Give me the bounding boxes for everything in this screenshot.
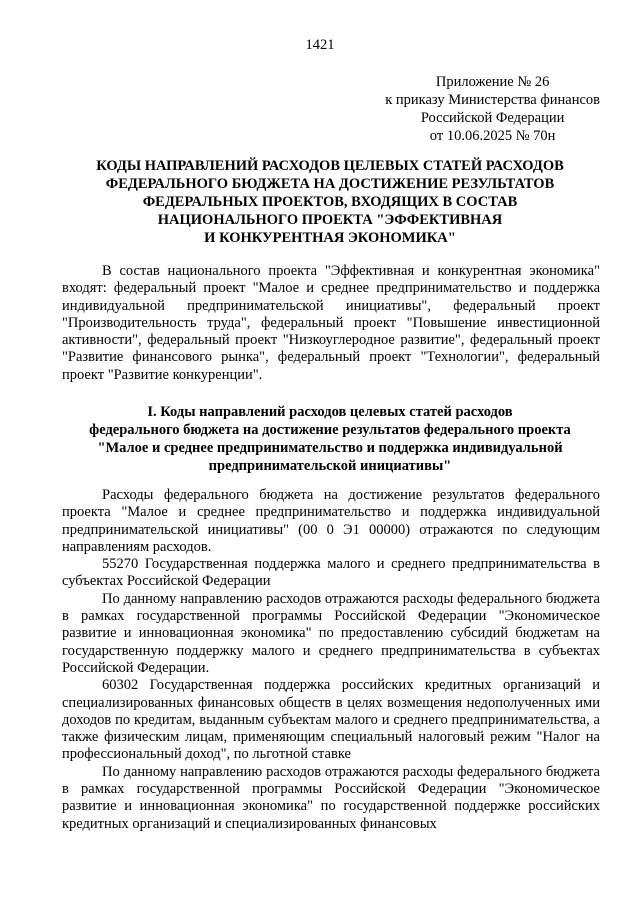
section-title-line: предпринимательской инициативы" [208, 458, 452, 474]
expense-code-paragraph: 60302 Государственная поддержка российских кредитных организаций и специализированных финансовых обществ в целях возмещения недополученных ими доходов по кредитам, выданным субъектам малого и среднего предпринимательства, а также физическим лицам, применяющим специальный налоговый режим "Налог на профессиональный доход", по льготной ставке [62, 677, 600, 763]
document-title [60, 157, 600, 247]
title-line: ФЕДЕРАЛЬНОГО БЮДЖЕТА НА ДОСТИЖЕНИЕ РЕЗУЛЬТАТОВ [105, 176, 555, 192]
section-title [60, 403, 600, 475]
intro-block [62, 263, 600, 384]
title-line: ФЕДЕРАЛЬНЫХ ПРОЕКТОВ, ВХОДЯЩИХ В СОСТАВ [142, 194, 518, 210]
title-line: НАЦИОНАЛЬНОГО ПРОЕКТА "ЭФФЕКТИВНАЯ [157, 212, 503, 228]
title-line: И КОНКУРЕНТНАЯ ЭКОНОМИКА" [204, 230, 456, 246]
title-line: КОДЫ НАПРАВЛЕНИЙ РАСХОДОВ ЦЕЛЕВЫХ СТАТЕЙ РАСХОДОВ [96, 158, 564, 174]
intro-paragraph: В состав национального проекта "Эффективная и конкурентная экономика" входят: федеральный проект "Малое и среднее предпринимательство и поддержка индивидуальной предпринимательской инициативы", федеральный проект "Производительность труда", федеральный проект "Повышение инвестиционной активности", федеральный проект "Низкоуглеродное развитие", федеральный проект "Развитие финансового рынка", федеральный проект "Технологии", федеральный проект "Развитие конкуренции". [62, 263, 600, 383]
section-body [62, 487, 600, 833]
expense-code-paragraph: 55270 Государственная поддержка малого и среднего предпринимательства в субъектах Российской Федерации [62, 556, 600, 590]
section-title-line: I. Коды направлений расходов целевых статей расходов [147, 404, 513, 420]
appendix-line: от 10.06.2025 № 70н [429, 128, 556, 144]
body-paragraph: По данному направлению расходов отражаются расходы федерального бюджета в рамках государственной программы Российской Федерации "Экономическое развитие и инновационная экономика" по государственной поддержке российских кредитных организаций и специализированных финансовых [62, 763, 600, 832]
section-title-line: "Малое и среднее предпринимательство и поддержка индивидуальной [97, 440, 563, 456]
page-number: 1421 [305, 37, 335, 53]
appendix-line: Приложение № 26 [435, 74, 550, 90]
appendix-line: Российской Федерации [420, 110, 565, 126]
section-title-line: федерального бюджета на достижение результатов федерального проекта [89, 422, 571, 438]
body-paragraph: Расходы федерального бюджета на достижение результатов федерального проекта "Малое и среднее предпринимательство и поддержка индивидуальной предпринимательской инициативы" (00 0 Э1 00000) отражаются по следующим направлениям расходов. [62, 487, 600, 555]
appendix-line: к приказу Министерства финансов [385, 92, 600, 108]
appendix-header [385, 73, 600, 145]
body-paragraph: По данному направлению расходов отражаются расходы федерального бюджета в рамках государственной программы Российской Федерации "Экономическое развитие и инновационная экономика" по предоставлению субсидий бюджетам на государственную поддержку малого и среднего предпринимательства в субъектах Российской Федерации. [62, 590, 600, 676]
